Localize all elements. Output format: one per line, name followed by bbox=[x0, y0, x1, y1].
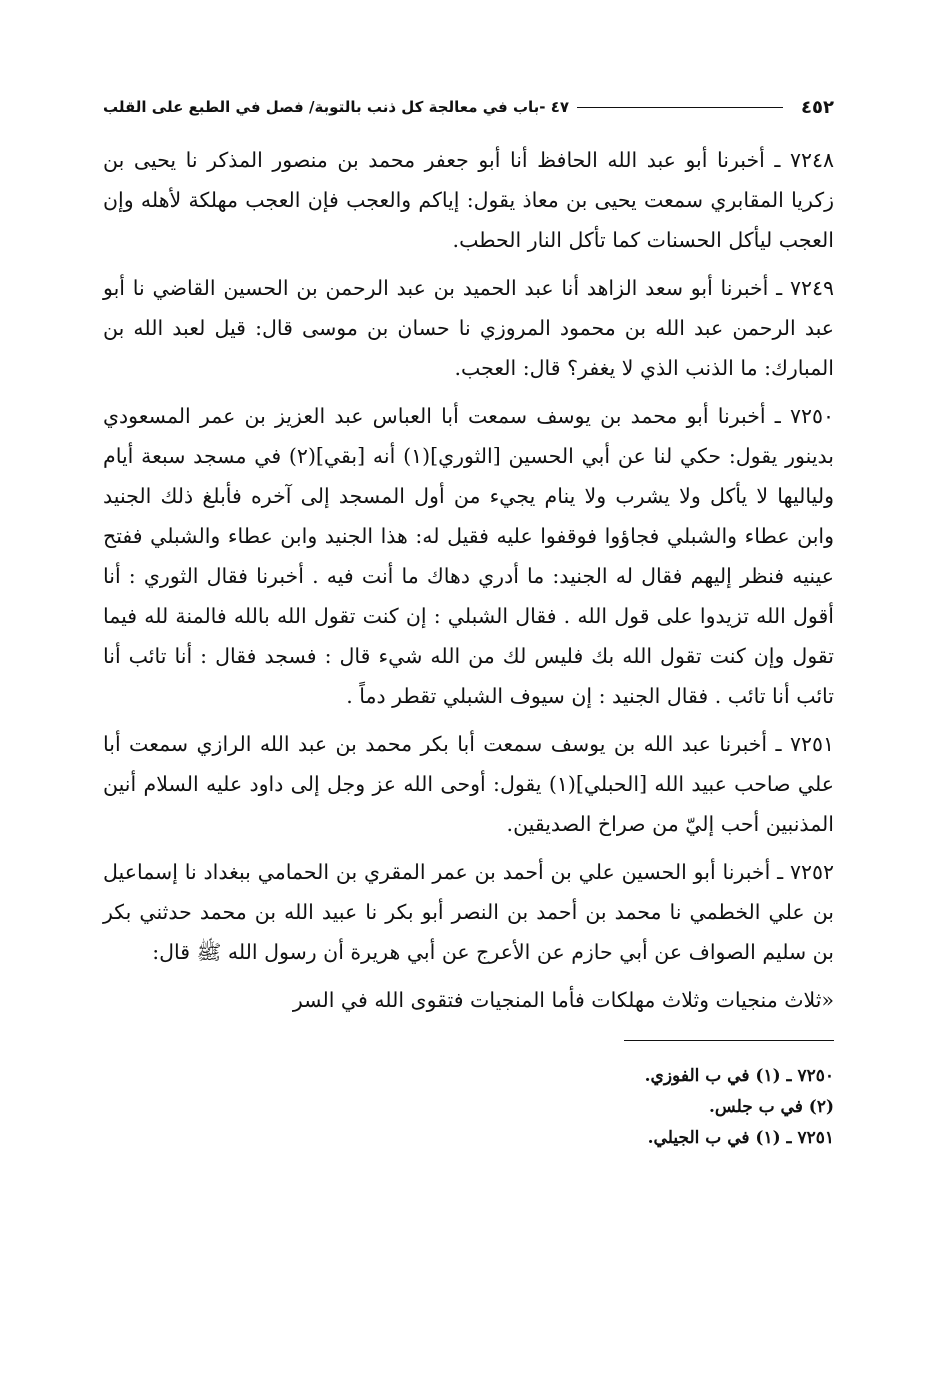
paragraph-7248: ٧٢٤٨ ـ أخبرنا أبو عبد الله الحافظ أنا أبو جعفر محمد بن منصور المذكر نا يحيى بن زكريا المقابري سمعت يحيى بن معاذ يقول: إياكم والعجب فإن العجب مهلكة لأهله وإن العجب ليأكل الحسنات كما تأكل النار الحطب. bbox=[103, 148, 834, 252]
hadith-quote: «ثلاث منجيات وثلاث مهلكات فأما المنجيات فتقوى الله في السر bbox=[292, 988, 834, 1012]
paragraph-7251: ٧٢٥١ ـ أخبرنا عبد الله بن يوسف سمعت أبا بكر محمد بن عبد الله الرازي سمعت أبا علي صاحب عبيد الله [الحبلي](١) يقول: أوحى الله عز وجل إلى داود عليه السلام أنين المذنبين أحب إليّ من صراخ الصديقين. bbox=[103, 732, 835, 836]
footnote-rule bbox=[624, 1040, 834, 1041]
paragraph-7252: ٧٢٥٢ ـ أخبرنا أبو الحسين علي بن أحمد بن عمر المقري بن الحمامي ببغداد نا إسماعيل بن علي الخطمي نا محمد بن أحمد بن النصر أبو بكر نا عبيد الله بن محمد حدثني بكر بن سليم الصواف عن أبي حازم عن الأعرج عن أبي هريرة أن رسول الله ﷺ قال: bbox=[103, 860, 834, 964]
body-text bbox=[103, 140, 834, 1020]
page-number: ٤٥٢ bbox=[801, 96, 834, 118]
running-header bbox=[103, 92, 834, 122]
footnote: ٧٢٥١ ـ (١) في ب الجيلي. bbox=[647, 1128, 834, 1148]
running-title: ٤٧ -باب في معالجة كل ذنب بالتوبة/ فصل في الطبع على القلب bbox=[103, 98, 570, 116]
header-rule bbox=[577, 107, 783, 108]
footnote: (٢) في ب جلس. bbox=[708, 1097, 834, 1117]
paragraph-7250: ٧٢٥٠ ـ أخبرنا أبو محمد بن يوسف سمعت أبا العباس عبد العزيز بن عمر المسعودي بدينور يقول: حكي لنا عن أبي الحسين [الثوري](١) أنه [بقي](٢) في مسجد سبعة أيام ولياليها لا يأكل ولا يشرب ولا ينام يجيء من أول المسجد إلى آخره فأبلغ ذلك الجنيد وابن عطاء والشبلي فجاؤوا فوقفوا عليه فقيل له: هذا الجنيد وابن عطاء والشبلي ففتح عينيه فنظر إليهم فقال له الجنيد: ما أدري دهاك ما أنت فيه . أخبرنا فقال الثوري : أنا أقول الله تزيدوا على قول الله . فقال الشبلي : إن كنت تقول الله بالله فالمنة لله فيما تقول وإن كنت تقول الله بك فليس لك من الله شيء قال : فسجد فقال : أنا تائب أنا تائب أنا تائب . فقال الجنيد : إن سيوف الشبلي تقطر دماً . bbox=[103, 404, 834, 708]
footnotes bbox=[103, 1061, 834, 1154]
footnote: ٧٢٥٠ ـ (١) في ب الفوزي. bbox=[644, 1066, 834, 1086]
paragraph-7249: ٧٢٤٩ ـ أخبرنا أبو سعد الزاهد أنا عبد الحميد بن عبد الرحمن بن الحسين القاضي نا أبو عبد الرحمن عبد الله بن محمود المروزي نا حسان بن موسى قال: قيل لعبد الله بن المبارك: ما الذنب الذي لا يغفر؟ قال: العجب. bbox=[103, 276, 834, 380]
